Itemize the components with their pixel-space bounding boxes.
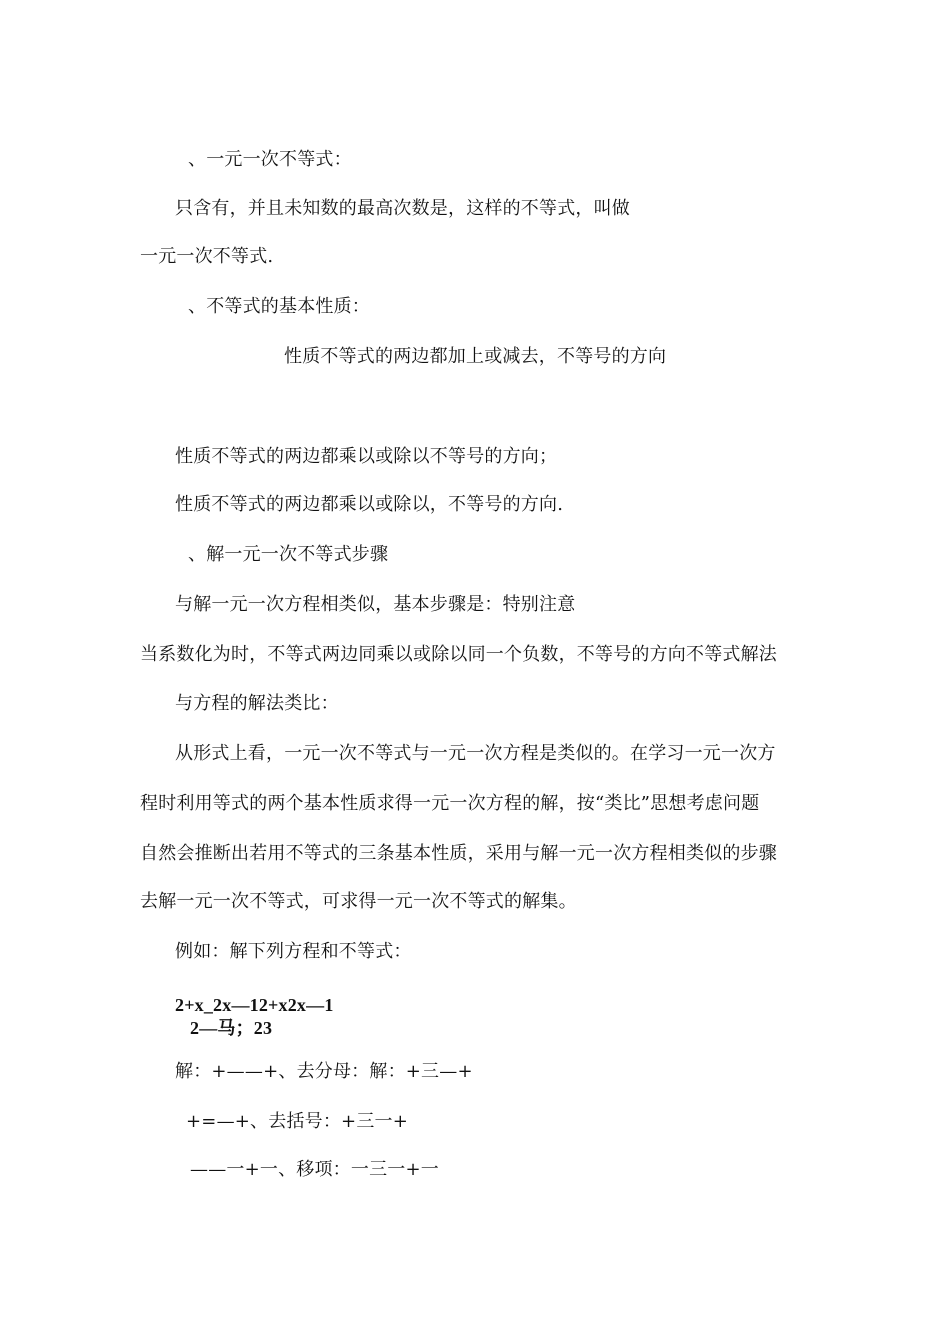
heading-basic-properties: 、不等式的基本性质： (188, 296, 370, 317)
property-two: 性质不等式的两边都乘以或除以不等号的方向； (175, 446, 558, 467)
paragraph-analogy-line-4: 去解一元一次不等式，可求得一元一次不等式的解集。 (140, 891, 577, 912)
paragraph-analogy-heading: 与方程的解法类比： (175, 693, 339, 714)
paragraph-definition-continued: 一元一次不等式. (140, 246, 274, 267)
solution-step-move-terms: ——一+一、移项：一三一+一 (190, 1159, 439, 1180)
paragraph-steps-continued: 当系数化为时，不等式两边同乘以或除以同一个负数，不等号的方向不等式解法 (140, 644, 777, 665)
heading-solving-steps: 、解一元一次不等式步骤 (188, 544, 389, 565)
solution-step-parentheses: +=—+、去括号：+三一+ (186, 1111, 409, 1132)
solution-step-denominator: 解：+——+、去分母：解：+三—+ (175, 1061, 473, 1082)
property-three: 性质不等式的两边都乘以或除以，不等号的方向. (175, 494, 564, 515)
paragraph-steps: 与解一元一次方程相类似，基本步骤是：特别注意 (175, 594, 576, 615)
equation-line-1: 2+x_2x—12+x2x—1 (175, 995, 334, 1015)
paragraph-definition: 只含有，并且未知数的最高次数是，这样的不等式，叫做 (175, 198, 630, 219)
example-heading: 例如：解下列方程和不等式： (175, 941, 412, 962)
equation-line-2: 2—马；23 (190, 1018, 273, 1038)
heading-linear-inequality: 、一元一次不等式： (188, 149, 352, 170)
property-one: 性质不等式的两边都加上或减去，不等号的方向 (284, 346, 667, 367)
paragraph-analogy-line-3: 自然会推断出若用不等式的三条基本性质，采用与解一元一次方程相类似的步骤 (140, 843, 777, 864)
paragraph-analogy-line-1: 从形式上看，一元一次不等式与一元一次方程是类似的。在学习一元一次方 (175, 743, 776, 764)
paragraph-analogy-line-2: 程时利用等式的两个基本性质求得一元一次方程的解，按“类比”思想考虑问题 (140, 793, 760, 814)
